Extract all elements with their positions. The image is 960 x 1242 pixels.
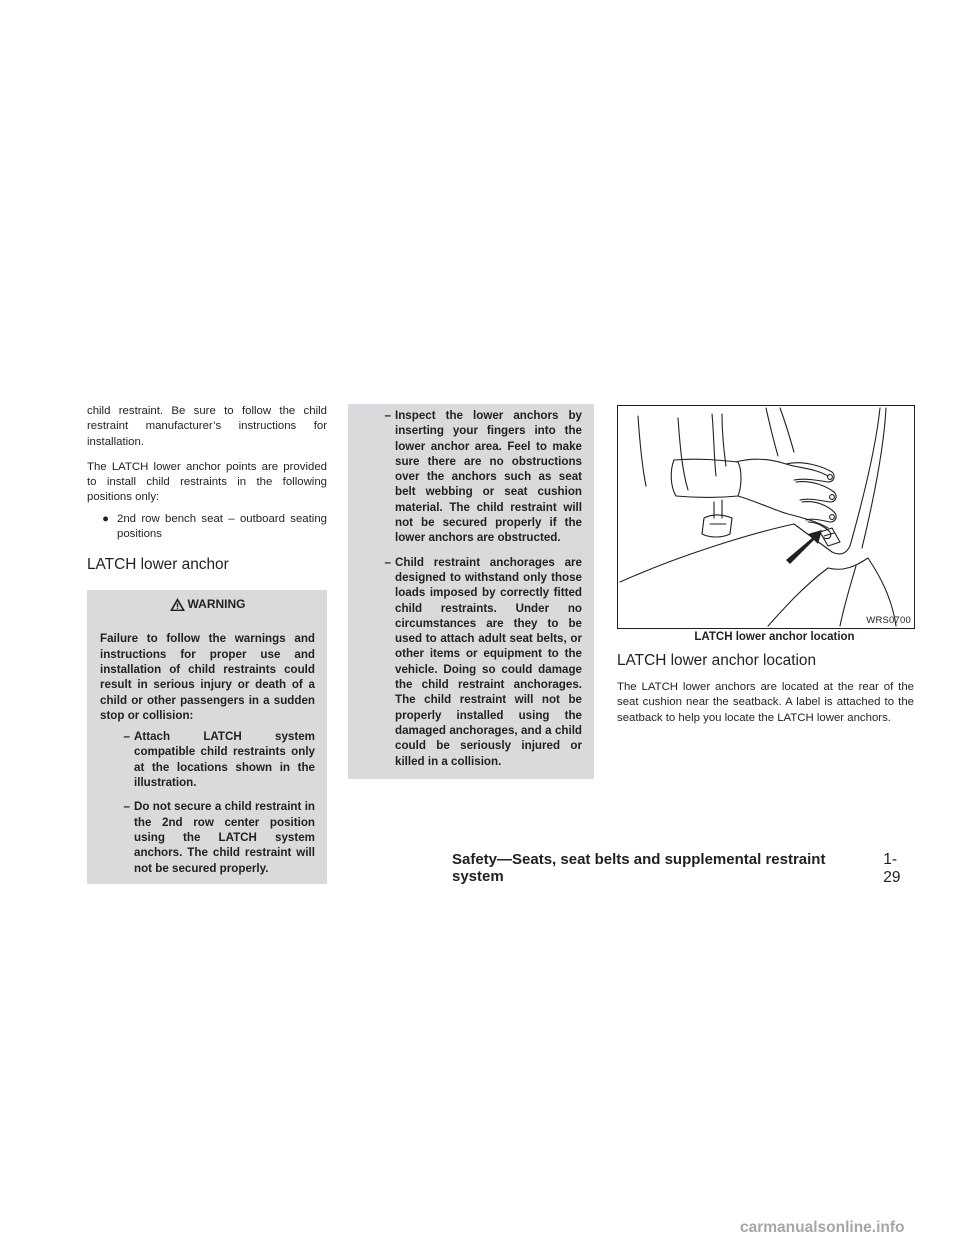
dash-icon: – [123,800,130,814]
column-right [617,405,914,736]
warning-intro-text: Failure to follow the warnings and instructions for proper use and installation of child restraints could result in serious injury or death of a child or other passengers in a sudden stop or collision: [100,632,315,722]
list-item [100,729,315,790]
dash-icon: – [384,409,391,422]
figure-code: WRS0700 [866,615,911,626]
warning-item-text: Child restraint anchorages are designed to withstand only those loads imposed by correctly fitted child restraints. Under no circumstances are they to be used to attach adult seat belts, or other items or equipment to the vehicle. Doing so could damage the child restraint anchorages. The child restraint will not be properly installed using the damaged anchorages, and a child could be seriously injured or killed in a collision. [395,555,582,768]
warning-box [87,590,327,883]
warning-triangle-icon [169,597,186,612]
warning-header [87,590,327,615]
hand-reaching-anchor-illustration [618,406,914,628]
page-footer [452,851,914,887]
warning-box-continued [348,404,594,779]
list-item-text: 2nd row bench seat – outboard seating positions [117,512,327,541]
column-left [87,404,327,884]
list-item [361,408,582,546]
warning-item-text: Do not secure a child restraint in the 2nd row center position using the LATCH system anchors. The child restraint will not be secured properly. [134,800,315,875]
watermark: carmanualsonline.info [740,1219,905,1236]
warning-item-text: Attach LATCH system compatible child restraints only at the locations shown in the illustration. [134,730,315,790]
latch-anchor-illustration [617,405,915,629]
column-middle [348,404,594,779]
list-item [361,555,582,769]
page-number: 1-29 [883,851,901,886]
bullet-icon: ● [102,512,109,525]
figure-caption: LATCH lower anchor location [694,631,855,643]
latch-location-paragraph: The LATCH lower anchors are located at the rear of the seat cushion near the seatback. A label is attached to the seatback to help you locate the LATCH lower anchors. [617,681,914,724]
footer-title: Safety—Seats, seat belts and supplemental restraint system [452,851,826,885]
dash-icon: – [123,730,130,744]
section-heading-latch-lower-anchor: LATCH lower anchor [87,556,229,574]
dash-icon: – [384,555,391,569]
latch-positions-paragraph: The LATCH lower anchor points are provided to install child restraints in the following positions only: [87,460,327,504]
section-heading-latch-lower-anchor-location: LATCH lower anchor location [617,652,817,669]
list-item [100,799,315,875]
list-item [87,512,327,543]
intro-paragraph-continued: child restraint. Be sure to follow the child restraint manufacturer’s instructions for installation. [87,405,327,448]
warning-item-text: Inspect the lower anchors by inserting your fingers into the lower anchor area. Feel to make sure there are no obstructions over the anchors such as seat belt webbing or seat cushion material. The child restraint will not be secured properly if the lower anchors are obstructed. [395,409,582,545]
warning-label: WARNING [187,597,246,612]
